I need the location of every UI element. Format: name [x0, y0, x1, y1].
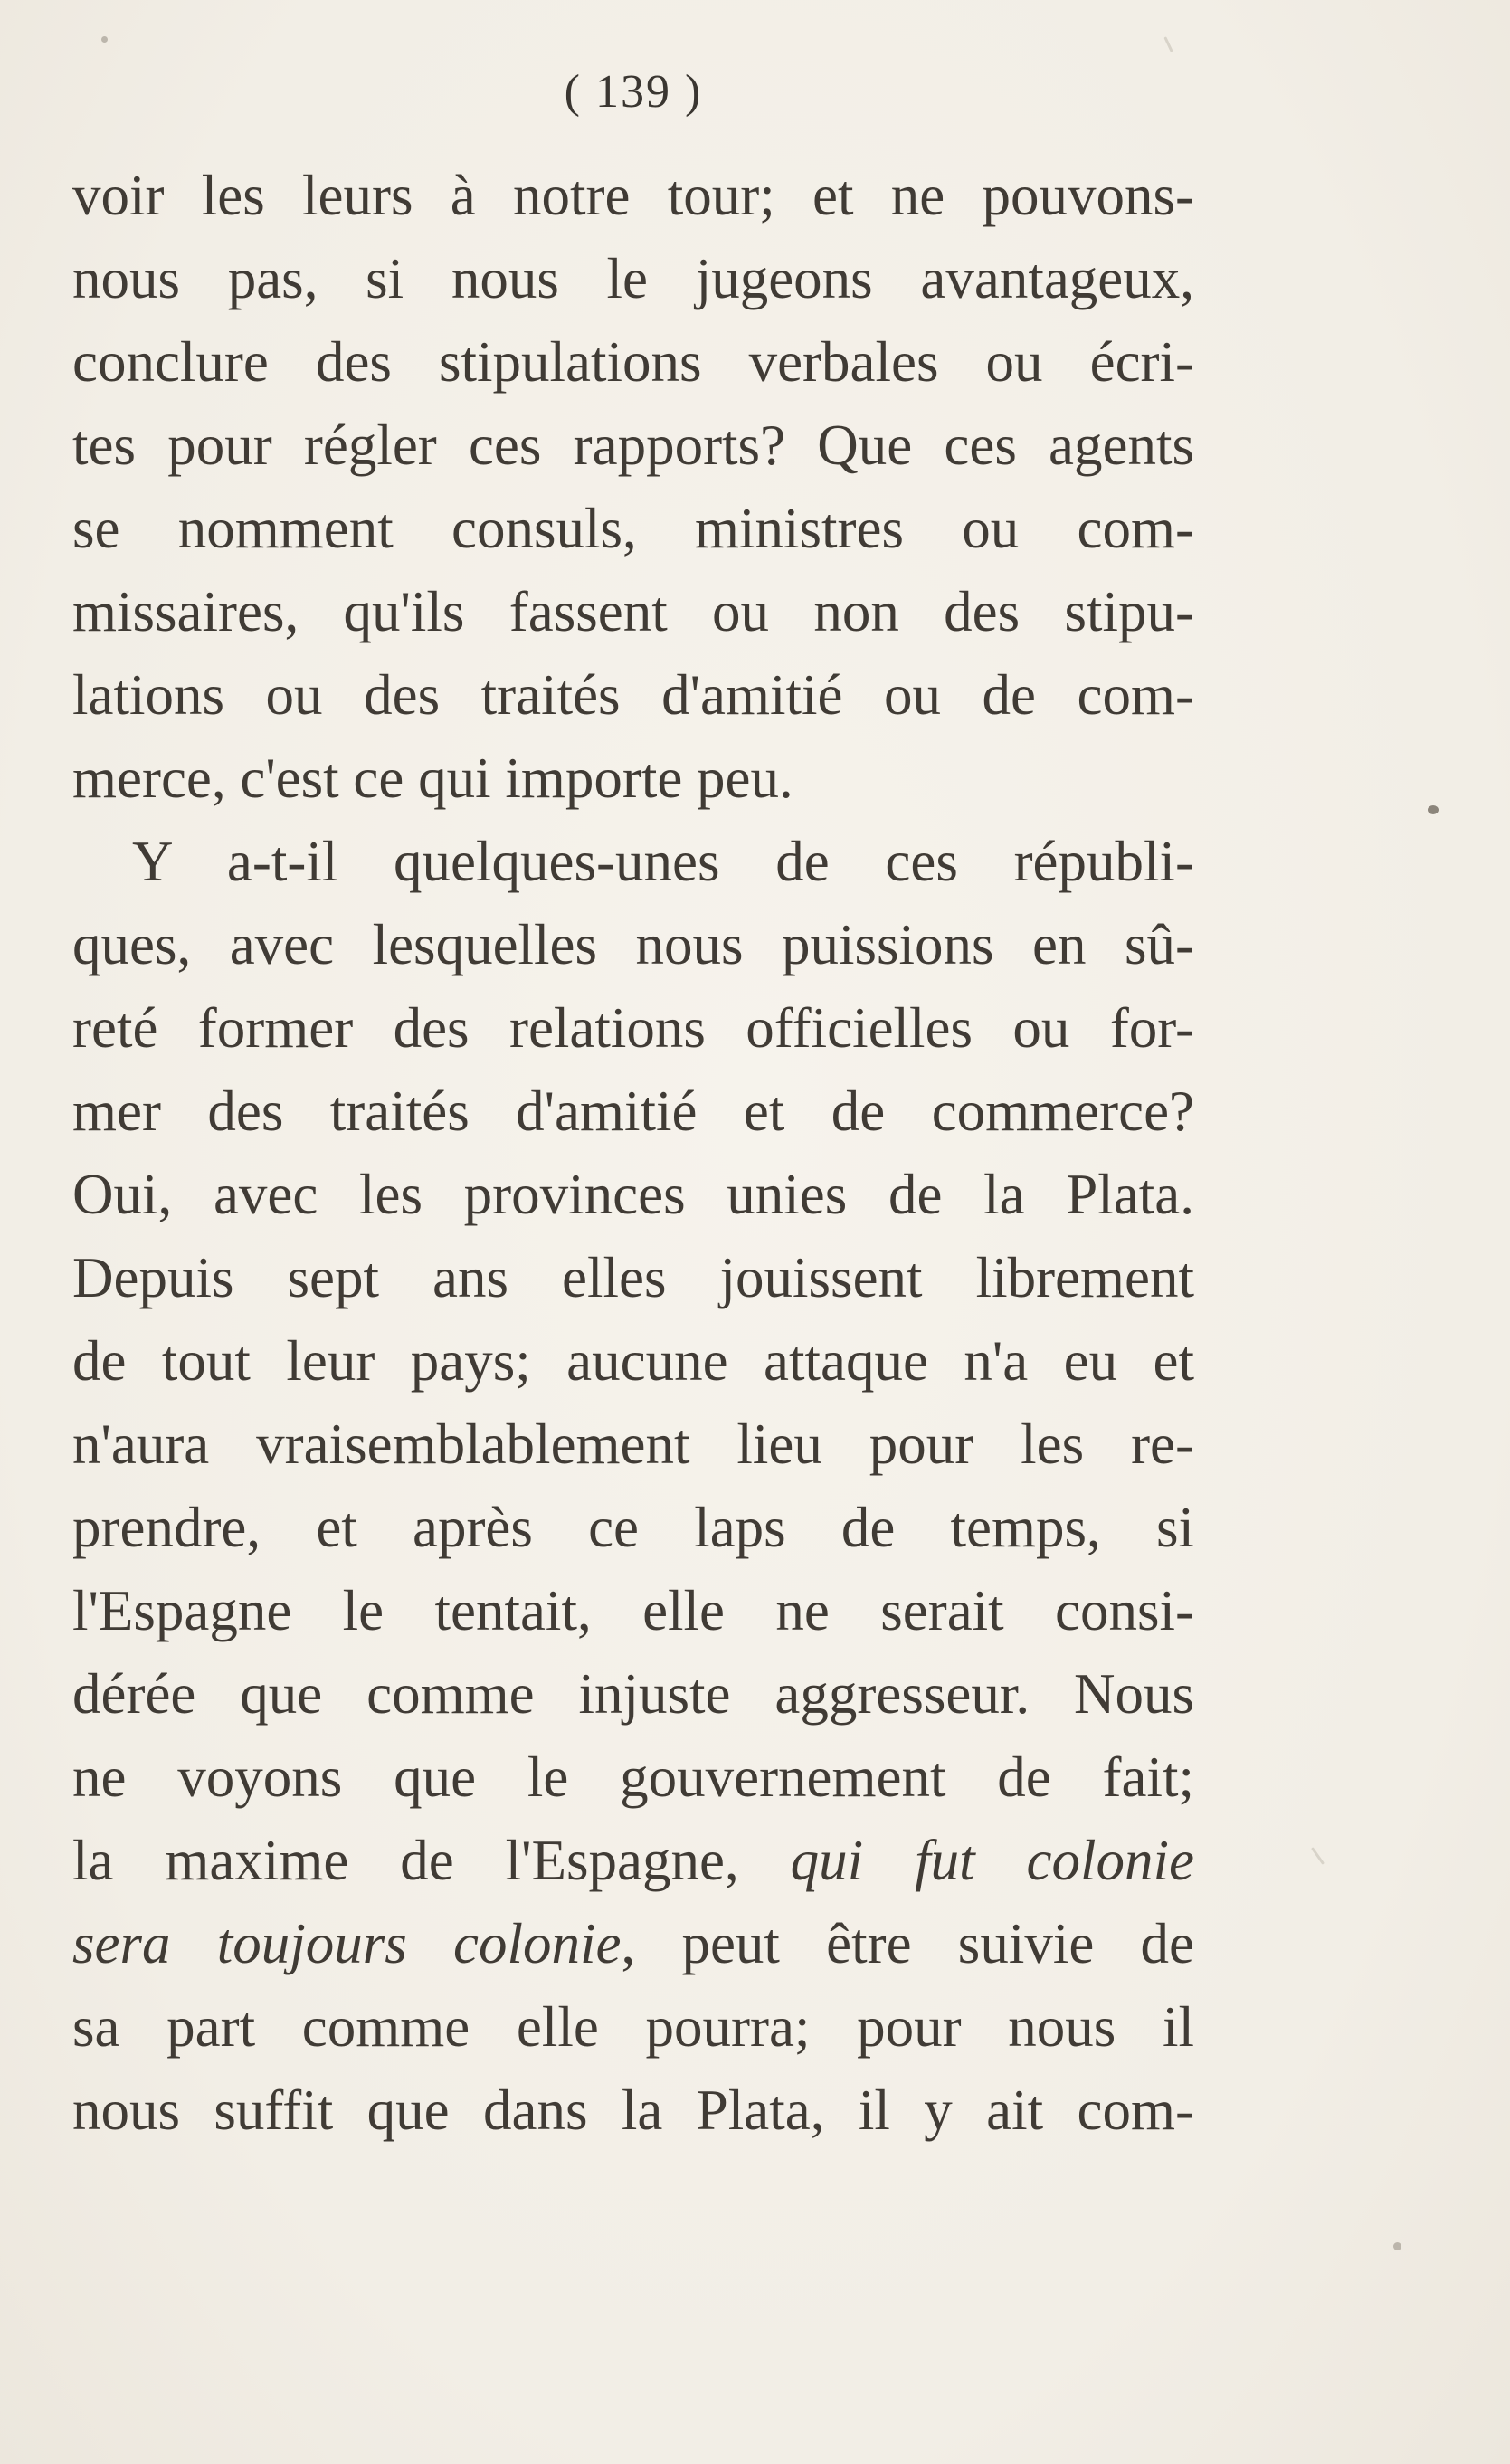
text-line: Oui, avec les provinces unies de la Plata. [72, 1163, 1194, 1226]
paper-speck [1311, 1847, 1325, 1865]
text-line: ne voyons que le gouvernement de fait; [72, 1746, 1194, 1809]
text-line-with-italic [72, 1902, 1194, 1985]
text-line: nous suffit que dans la Plata, il y ait com- [72, 2079, 1194, 2142]
italic-quote: sera toujours colonie [72, 1912, 622, 1975]
text-line: Depuis sept ans elles jouissent librement [72, 1246, 1194, 1309]
text-line: tes pour régler ces rapports? Que ces agents [72, 414, 1194, 477]
paper-speck [1163, 36, 1173, 52]
text-line: de tout leur pays; aucune attaque n'a eu et [72, 1329, 1194, 1393]
text-line: prendre, et après ce laps de temps, si [72, 1496, 1194, 1559]
text-line: dérée que comme injuste aggresseur. Nous [72, 1662, 1194, 1726]
paper-speck [1393, 2242, 1401, 2250]
paper-speck [1428, 805, 1439, 814]
text-segment: , peut être suivie de [621, 1912, 1194, 1975]
text-line: reté former des relations officielles ou for- [72, 996, 1194, 1060]
text-line: missaires, qu'ils fassent ou non des stipu- [72, 580, 1194, 643]
italic-quote: qui fut colonie [790, 1829, 1194, 1892]
text-line: n'aura vraisemblablement lieu pour les re- [72, 1413, 1194, 1476]
paragraph-start-line: Y a-t-il quelques-unes de ces républi- [132, 830, 1194, 893]
text-line: nous pas, si nous le jugeons avantageux, [72, 247, 1194, 310]
text-line-with-italic [72, 1819, 1194, 1902]
text-line: l'Espagne le tentait, elle ne serait consi- [72, 1579, 1194, 1642]
text-line: se nomment consuls, ministres ou com- [72, 497, 1194, 560]
text-segment: la maxime de l'Espagne, [72, 1829, 791, 1892]
page-number: ( 139 ) [564, 66, 703, 118]
paragraph-end-line: merce, c'est ce qui importe peu. [72, 747, 793, 810]
text-line: conclure des stipulations verbales ou écri- [72, 330, 1194, 394]
text-line: voir les leurs à notre tour; et ne pouvons- [72, 164, 1194, 227]
text-line: ques, avec lesquelles nous puissions en sû- [72, 913, 1194, 976]
text-line: mer des traités d'amitié et de commerce? [72, 1080, 1194, 1143]
paper-speck [101, 36, 108, 43]
text-line: lations ou des traités d'amitié ou de com- [72, 663, 1194, 727]
text-line: sa part comme elle pourra; pour nous il [72, 1995, 1194, 2059]
body-text [72, 154, 1194, 2152]
